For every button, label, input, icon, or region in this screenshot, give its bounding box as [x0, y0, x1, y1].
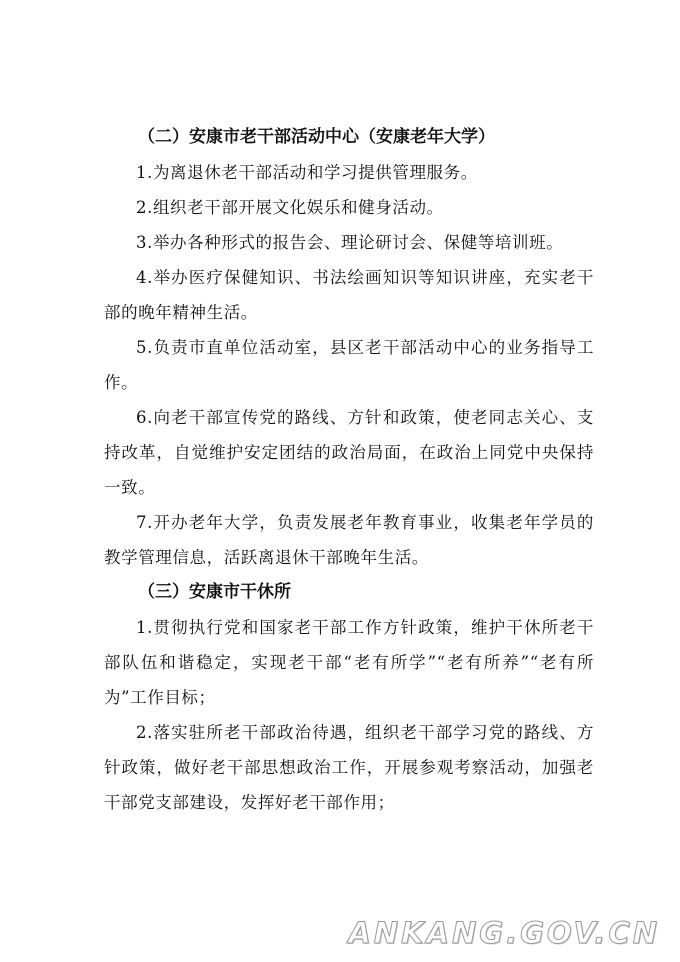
section-cadre-sanatorium: [104, 575, 594, 820]
list-item: 5.负责市直单位活动室，县区老干部活动中心的业务指导工作。: [104, 338, 594, 392]
list-item: 4.举办医疗保健知识、书法绘画知识等知识讲座，充实老干部的晚年精神生活。: [104, 268, 594, 322]
list-item: 2.组织老干部开展文化娱乐和健身活动。: [136, 198, 444, 217]
list-item: 7.开办老年大学，负责发展老年教育事业，收集老年学员的教学管理信息，活跃离退休干部晚年生活。: [104, 513, 594, 567]
list-item: 1.贯彻执行党和国家老干部工作方针政策，维护干休所老干部队伍和谐稳定，实现老干部“老有所学”“老有所养”“老有所为”工作目标；: [104, 618, 594, 707]
list-item: 1.为离退休老干部活动和学习提供管理服务。: [136, 163, 478, 182]
document-body: [104, 120, 594, 820]
list-item: 2.落实驻所老干部政治待遇，组织老干部学习党的路线、方针政策，做好老干部思想政治工作，开展参观考察活动，加强老干部党支部建设，发挥好老干部作用；: [104, 723, 594, 812]
section-heading: （三）安康市干休所: [138, 582, 291, 602]
section-activity-center: [104, 120, 594, 575]
site-watermark: ANKANG.GOV.CN: [348, 916, 660, 950]
section-heading: （二）安康市老干部活动中心（安康老年大学）: [138, 127, 495, 147]
list-item: 3.举办各种形式的报告会、理论研讨会、保健等培训班。: [136, 233, 564, 252]
list-item: 6.向老干部宣传党的路线、方针和政策，使老同志关心、支持改革，自觉维护安定团结的政治局面，在政治上同党中央保持一致。: [104, 408, 594, 497]
